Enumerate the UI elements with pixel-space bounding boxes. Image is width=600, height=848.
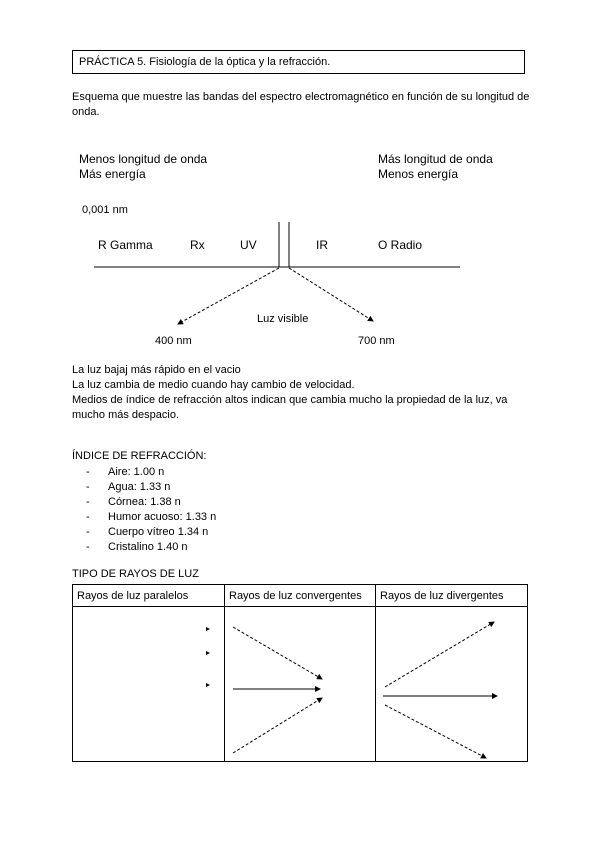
visible-light-label: Luz visible <box>257 313 309 325</box>
page-title: PRÁCTICA 5. Fisiología de la óptica y la refracción. <box>79 56 331 68</box>
band-gamma: R Gamma <box>98 238 153 252</box>
list-item: - Aire: 1.00 n <box>86 466 165 478</box>
spectrum-lines <box>0 0 600 360</box>
spectrum-left-line2: Más energía <box>79 167 146 181</box>
list-item: - Cristalino 1.40 n <box>86 541 188 553</box>
list-item: - Córnea: 1.38 n <box>86 496 181 508</box>
rays-heading: TIPO DE RAYOS DE LUZ <box>72 568 199 580</box>
refraction-heading: ÍNDICE DE REFRACCIÓN: <box>72 450 207 462</box>
band-radio: O Radio <box>378 238 423 252</box>
spectrum-scale-start: 0,001 nm <box>82 204 128 216</box>
note-line: Medios de índice de refracción altos indican que cambia mucho la propiedad de la luz, va mucho más despacio. <box>72 394 508 421</box>
refraction-list <box>86 465 216 555</box>
band-ir: IR <box>316 238 328 252</box>
convergent-rays-drawing <box>225 607 375 761</box>
parallel-rays-drawing <box>73 607 224 761</box>
divergent-rays-drawing <box>376 607 527 761</box>
spectrum-left-line1: Menos longitud de onda <box>79 152 208 166</box>
rays-header-parallel: Rayos de luz paralelos <box>73 585 225 607</box>
list-item: - Cuerpo vítreo 1.34 n <box>86 526 209 538</box>
rays-table <box>72 584 528 762</box>
notes-block <box>72 363 542 423</box>
intro-text: Esquema que muestre las bandas del espectro electromagnético en función de su longitud de onda. <box>72 91 530 118</box>
visible-max-label: 700 nm <box>358 335 395 347</box>
rays-header-convergent: Rayos de luz convergentes <box>225 585 376 607</box>
spectrum-right-line2: Menos energía <box>378 167 459 181</box>
rays-cell-parallel <box>73 607 225 762</box>
rays-cell-convergent <box>225 607 376 762</box>
list-item: - Agua: 1.33 n <box>86 481 171 493</box>
rays-cell-divergent <box>376 607 528 762</box>
spectrum-right-line1: Más longitud de onda <box>378 152 493 166</box>
rays-header-divergent: Rayos de luz divergentes <box>376 585 528 607</box>
band-uv: UV <box>240 238 257 252</box>
visible-min-label: 400 nm <box>155 335 192 347</box>
list-item: - Humor acuoso: 1.33 n <box>86 511 217 523</box>
note-line: La luz cambia de medio cuando hay cambio de velocidad. <box>72 379 355 391</box>
note-line: La luz bajaj más rápido en el vacio <box>72 364 241 376</box>
band-x-ray: Rx <box>190 238 205 252</box>
